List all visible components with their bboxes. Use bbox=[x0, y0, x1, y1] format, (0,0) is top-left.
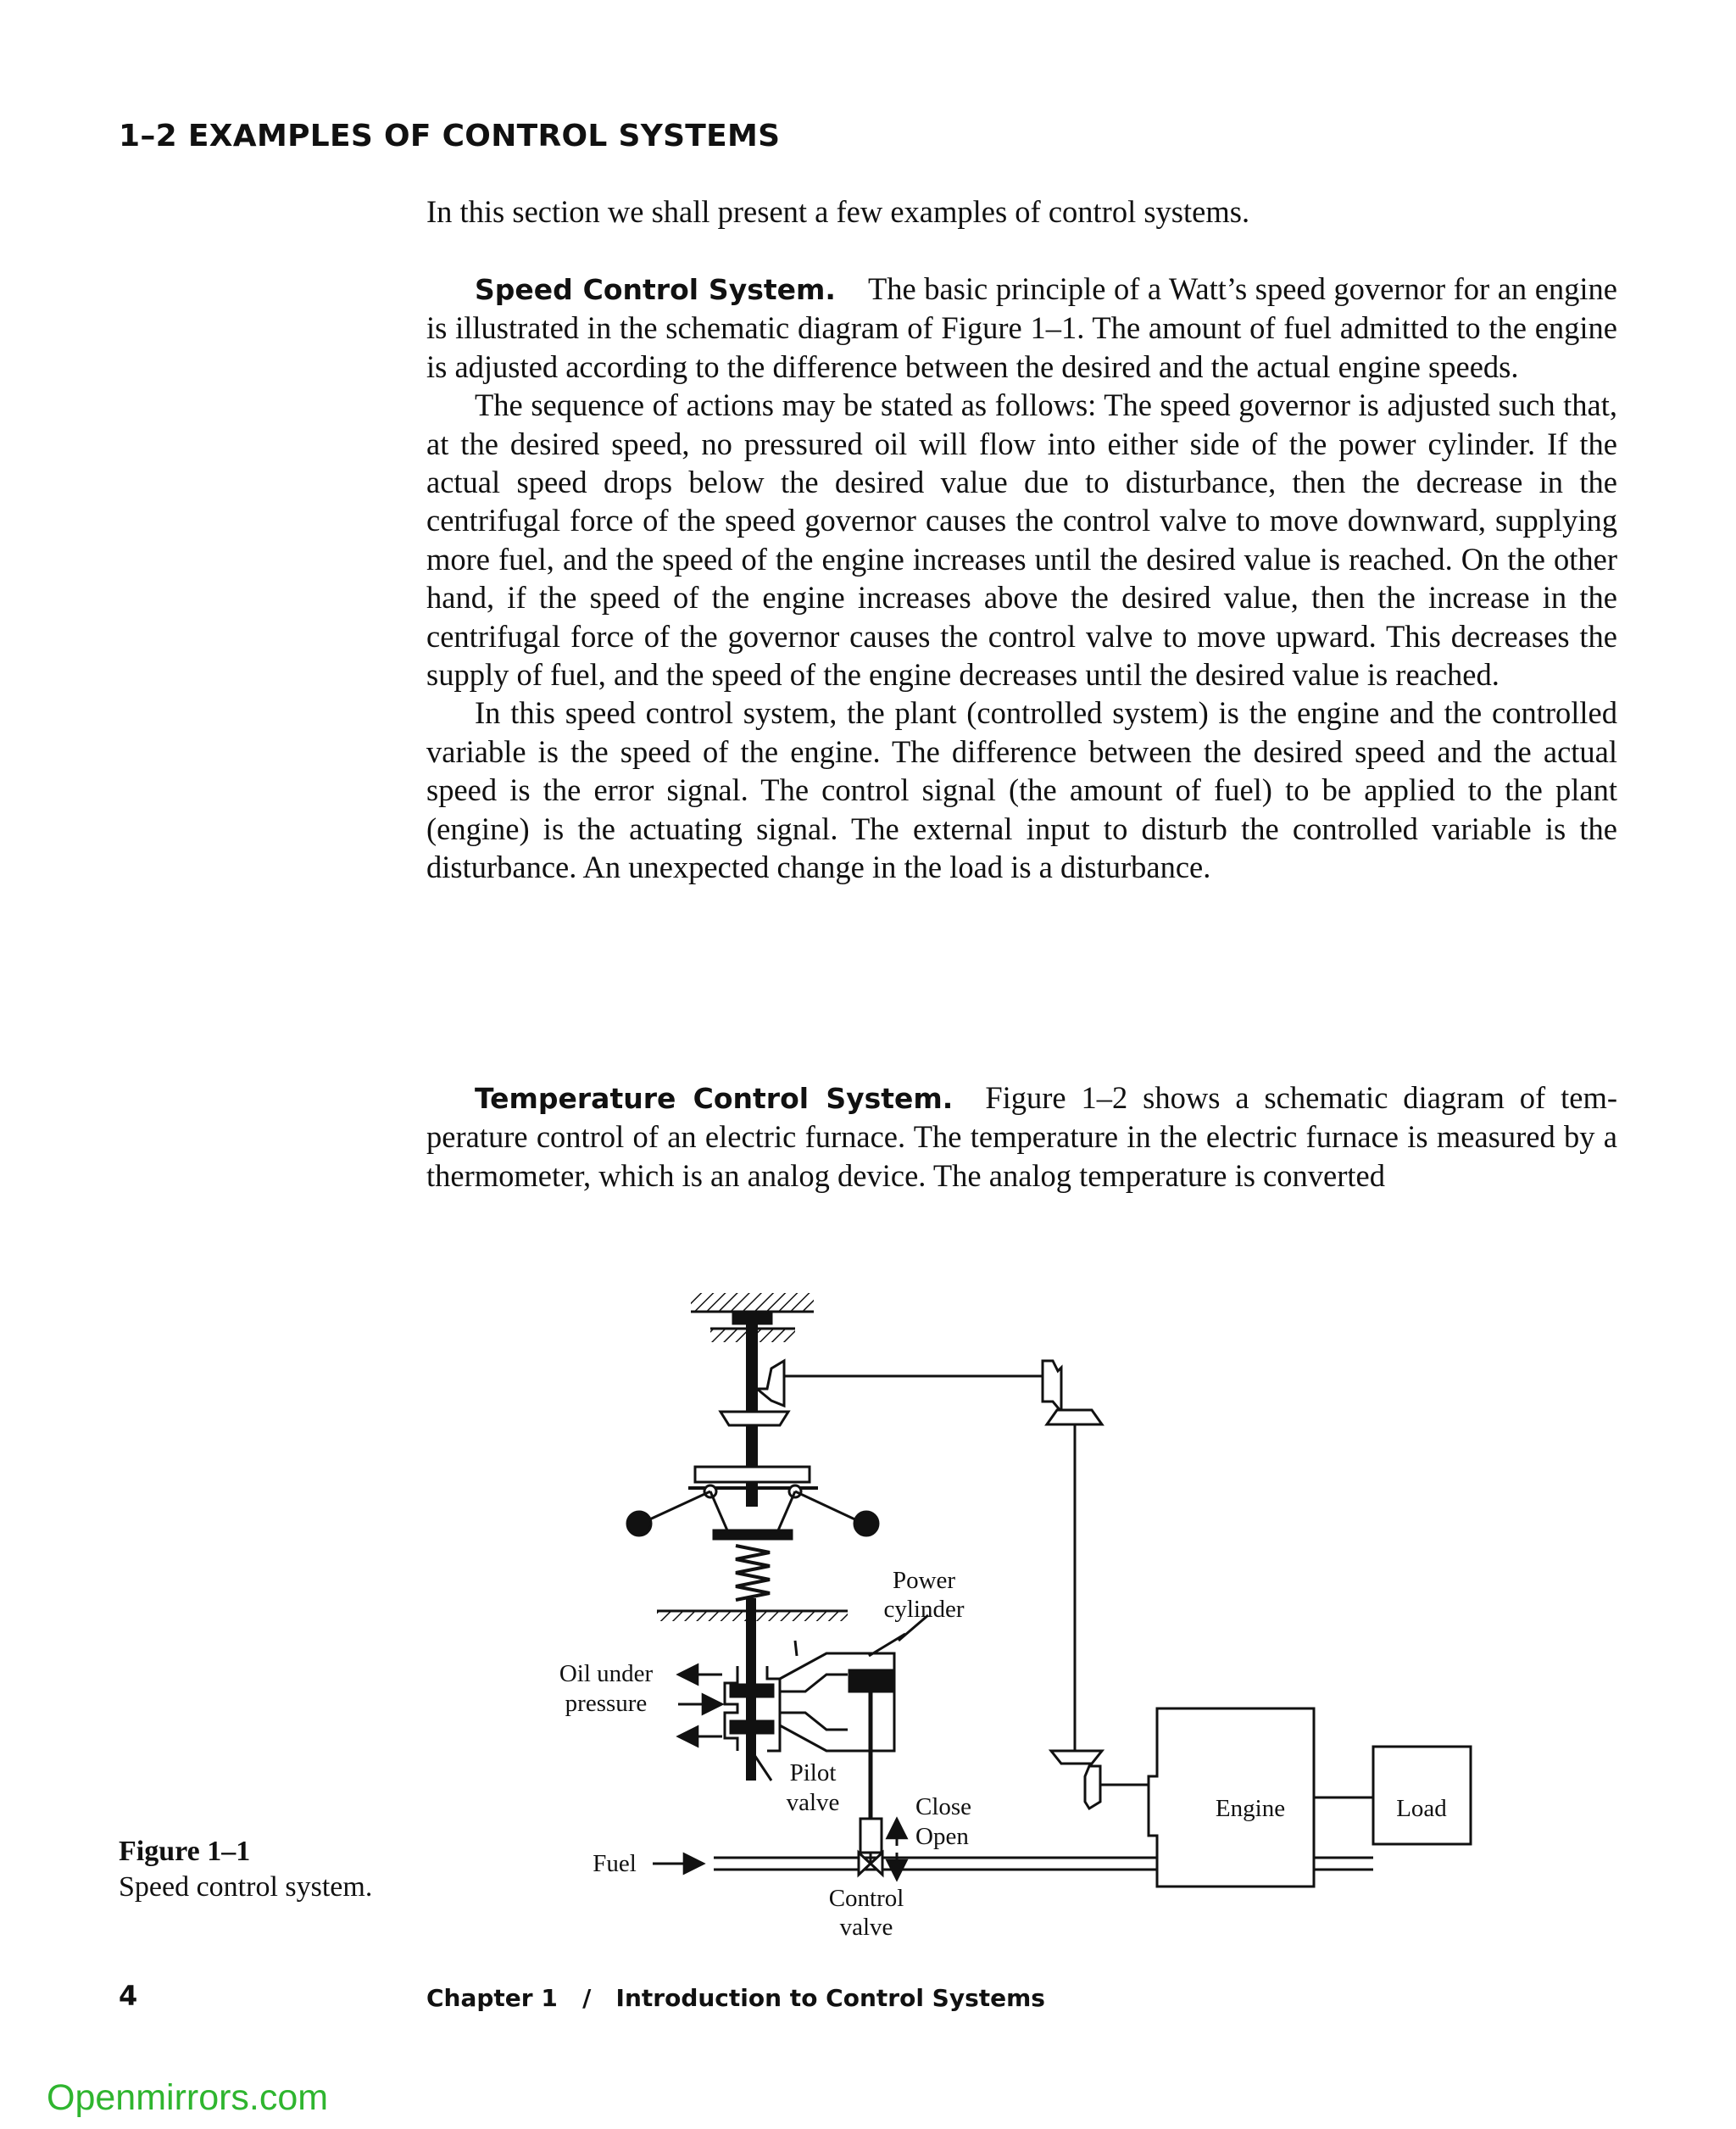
temperature-control-para-1-text: Figure 1–2 shows a schematic diagram of temperature control of an electric furnace. The temperature in the electric furnace is measured by a thermometer, which is an analog device. The analog temperature is converted bbox=[426, 1080, 1617, 1193]
label-oil-under: Oil under bbox=[559, 1660, 654, 1687]
label-pressure: pressure bbox=[565, 1690, 648, 1717]
temperature-control-para-1 bbox=[426, 1078, 1617, 1195]
right-bevel-gear bbox=[1047, 1410, 1102, 1424]
label-open: Open bbox=[915, 1823, 969, 1850]
temperature-control-heading: Temperature Control System. bbox=[475, 1082, 954, 1115]
label-close: Close bbox=[915, 1793, 972, 1820]
control-valve bbox=[871, 1853, 882, 1875]
figure-caption-number: Figure 1–1 bbox=[119, 1836, 251, 1867]
figure-caption-text: Speed control system. bbox=[119, 1871, 373, 1903]
watermark: Openmirrors.com bbox=[47, 2077, 329, 2118]
label-valve: valve bbox=[786, 1789, 840, 1816]
governor-spring bbox=[736, 1546, 770, 1600]
figure-1-1 bbox=[526, 1276, 1526, 1954]
running-footer: Chapter 1 / Introduction to Control Systems bbox=[426, 1984, 1045, 2012]
section-title: 1–2 EXAMPLES OF CONTROL SYSTEMS bbox=[119, 119, 781, 153]
figure-caption bbox=[119, 1834, 398, 1905]
speed-governor-diagram bbox=[526, 1276, 1526, 1954]
label-control: Control bbox=[828, 1885, 904, 1912]
label-load: Load bbox=[1396, 1795, 1447, 1822]
label-fuel: Fuel bbox=[593, 1850, 637, 1877]
speed-control-para-3: In this speed control system, the plant (controlled system) is the engine and the controlled variable is the speed of the engine. The difference between the desired speed and the actual speed is the error signal. The control signal (the amount of fuel) to be applied to the plant (engine) is the actuating signal. The external input to disturb the controlled variable is the disturbance. An unexpected change in the load is a disturbance. bbox=[426, 695, 1617, 885]
shaft-bevel-gear bbox=[721, 1412, 788, 1425]
label-control-valve: valve bbox=[839, 1914, 893, 1941]
speed-control-para-2: The sequence of actions may be stated as follows: The speed governor is adjusted such that, at the desired speed, no pressured oil will flow into either side of the power cylinder. If the actual speed drops below the desired value due to disturbance, then the decrease in the centrifugal force of the speed governor causes the control valve to move downward, supplying more fuel, and the speed of the engine increases until the desired value is reached. On the other hand, if the speed of the engine increases above the desired value, then the increase in the centrifugal force of the governor causes the control valve to move upward. This decreases the supply of fuel, and the speed of the engine decreases until the desired value is reached. bbox=[426, 387, 1617, 693]
speed-control-para-1 bbox=[426, 270, 1617, 386]
speed-control-text bbox=[426, 270, 1617, 887]
label-cylinder: cylinder bbox=[883, 1596, 965, 1623]
intro-paragraph: In this section we shall present a few examples of control systems. bbox=[426, 194, 1250, 229]
page-number: 4 bbox=[119, 1980, 138, 2012]
pilot-valve bbox=[725, 1598, 780, 1781]
speed-control-para-1-text: The basic principle of a Watt’s speed governor for an engine is illustrated in the schematic diagram of Figure 1–1. The amount of fuel admitted to the engine is adjusted according to the difference between the desired and the actual engine speeds. bbox=[426, 271, 1617, 384]
temperature-control-text bbox=[426, 1078, 1617, 1195]
label-engine: Engine bbox=[1215, 1795, 1286, 1822]
speed-control-heading: Speed Control System. bbox=[475, 273, 836, 306]
control-valve-stem bbox=[860, 1819, 882, 1853]
label-power: Power bbox=[892, 1567, 956, 1594]
engine-bevel-gear bbox=[1085, 1766, 1100, 1809]
label-pilot: Pilot bbox=[789, 1759, 837, 1786]
